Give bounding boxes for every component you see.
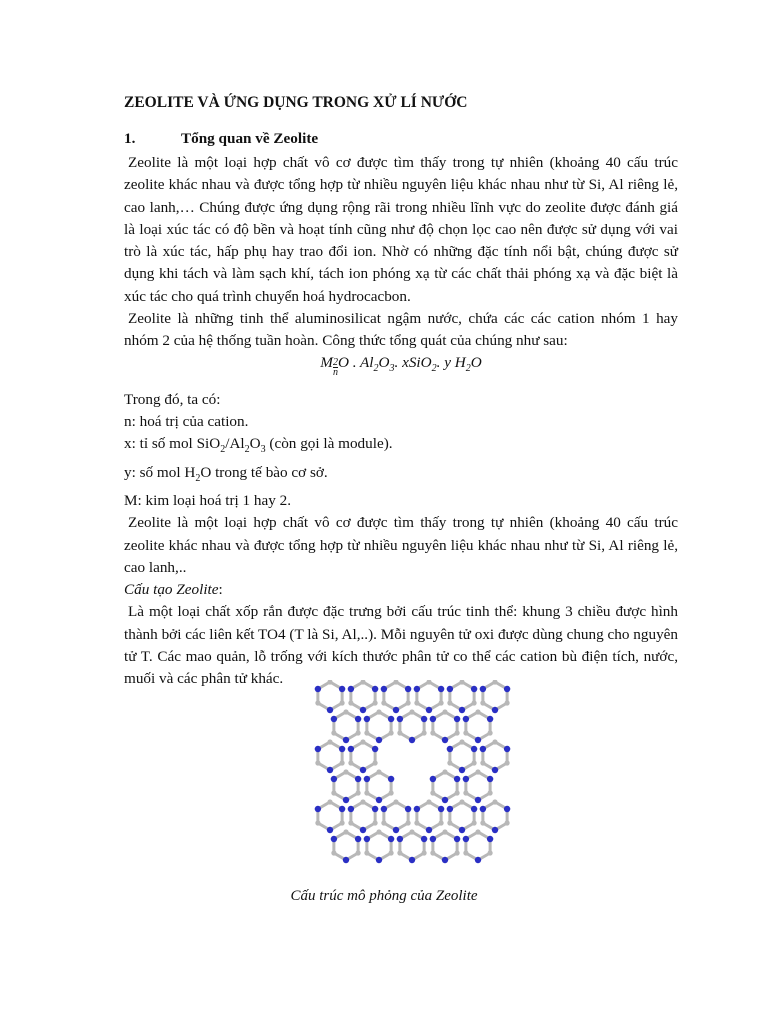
silicon-atom — [373, 760, 378, 765]
oxygen-atom — [360, 767, 366, 773]
silicon-atom — [360, 799, 365, 804]
silicon-atom — [488, 850, 493, 855]
oxygen-atom — [487, 836, 493, 842]
silicon-atom — [397, 850, 402, 855]
oxygen-atom — [355, 776, 361, 782]
paragraph-3-text: Zeolite là một loại hợp chất vô cơ được tìm thấy trong tự nhiên (khoảng 40 cấu trúc zeolite khác nhau và được tổng hợp từ nhiều nguyên liệu khác nhau như từ Si, Al riêng lẻ, cao lanh,.. — [124, 514, 678, 576]
silicon-atom — [442, 769, 447, 774]
oxygen-atom — [480, 746, 486, 752]
silicon-atom — [480, 820, 485, 825]
oxygen-atom — [430, 836, 436, 842]
silicon-atom — [488, 730, 493, 735]
oxygen-atom — [475, 737, 481, 743]
oxygen-atom — [315, 746, 321, 752]
oxygen-atom — [405, 686, 411, 692]
silicate-ring — [351, 682, 375, 710]
silicate-ring — [334, 712, 358, 740]
silicon-atom — [442, 709, 447, 714]
silicate-ring — [417, 802, 441, 830]
paragraph-2 — [124, 308, 678, 353]
oxygen-atom — [442, 857, 448, 863]
oxygen-atom — [331, 716, 337, 722]
silicon-atom — [409, 709, 414, 714]
oxygen-atom — [376, 857, 382, 863]
oxygen-atom — [459, 707, 465, 713]
oxygen-atom — [459, 767, 465, 773]
silicon-atom — [472, 820, 477, 825]
paragraph-1 — [124, 152, 678, 308]
silicon-atom — [393, 799, 398, 804]
oxygen-atom — [463, 776, 469, 782]
silicon-atom — [364, 790, 369, 795]
definition-x: x: tỉ số mol $SiO_2/Al_2O_3$ (còn gọi là module). — [124, 435, 393, 456]
oxygen-atom — [471, 806, 477, 812]
silicate-ring — [483, 682, 507, 710]
silicon-atom — [381, 700, 386, 705]
silicon-atom — [373, 820, 378, 825]
silicate-ring — [450, 682, 474, 710]
paragraph-1-text: Zeolite là một loại hợp chất vô cơ được tìm thấy trong tự nhiên (khoảng 40 cấu trúc zeolite khác nhau và được tổng hợp từ nhiều nguyên liệu khác nhau như từ Si, Al riêng lẻ, cao lanh,… Chúng được ứng dụng rộng rãi trong nhiều lĩnh vực do zeolite được đánh giá là loại xúc tác có độ bền và hoạt tính cũng như độ chọn lọc cao nên được sử dụng với vai trò là xúc tác, hấp phụ hay trao đổi ion. Nhờ có những đặc tính nổi bật, chúng được sử dụng khi tách và làm sạch khí, tách ion phóng xạ từ các chất thải phóng xạ và đặc biệt là xúc tác cho quá trình chuyển hoá hydrocacbon. — [124, 154, 678, 305]
silicate-ring — [466, 772, 490, 800]
silicon-atom — [406, 700, 411, 705]
paragraph-4 — [124, 601, 678, 690]
silicate-ring — [400, 712, 424, 740]
silicon-atom — [430, 790, 435, 795]
silicon-atom — [327, 799, 332, 804]
oxygen-atom — [397, 716, 403, 722]
oxygen-atom — [405, 806, 411, 812]
silicate-ring — [433, 712, 457, 740]
silicon-atom — [389, 850, 394, 855]
silicon-atom — [447, 700, 452, 705]
silicon-atom — [340, 820, 345, 825]
definition-m: M: kim loại hoá trị 1 hay 2. — [124, 491, 292, 509]
silicon-atom — [373, 700, 378, 705]
oxygen-atom — [454, 836, 460, 842]
silicon-atom — [430, 850, 435, 855]
silicon-atom — [315, 820, 320, 825]
silicon-atom — [397, 730, 402, 735]
oxygen-atom — [388, 776, 394, 782]
silicate-ring — [367, 832, 391, 860]
oxygen-atom — [388, 836, 394, 842]
silicate-ring — [433, 832, 457, 860]
silicon-atom — [480, 700, 485, 705]
oxygen-atom — [447, 806, 453, 812]
definition-list — [124, 389, 678, 513]
oxygen-atom — [414, 806, 420, 812]
silicon-atom — [475, 769, 480, 774]
section-title: Tổng quan về Zeolite — [181, 130, 319, 147]
silicon-atom — [430, 730, 435, 735]
silicon-atom — [505, 820, 510, 825]
silicate-ring — [367, 772, 391, 800]
silicon-atom — [343, 769, 348, 774]
paragraph-4-text: Là một loại chất xốp rắn được đặc trưng bởi cấu trúc tinh thể: khung 3 chiều được hình thành bởi các liên kết TO4 (T là Si, Al,..). Mỗi nguyên tử oxi được dùng chung cho nguyên tử T. Các mao quản, lỗ trống với kích thước phân tử co thể các cation bù điện tích, nước, muối và các phân tử khác. — [124, 603, 678, 688]
silicon-atom — [472, 700, 477, 705]
silicon-atom — [343, 709, 348, 714]
silicon-atom — [356, 790, 361, 795]
silicon-atom — [364, 730, 369, 735]
oxygen-atom — [447, 686, 453, 692]
silicon-atom — [348, 820, 353, 825]
silicon-atom — [480, 760, 485, 765]
silicate-ring — [351, 742, 375, 770]
oxygen-atom — [438, 806, 444, 812]
oxygen-atom — [454, 716, 460, 722]
silicon-atom — [364, 850, 369, 855]
oxygen-atom — [504, 686, 510, 692]
oxygen-atom — [339, 686, 345, 692]
silicon-atom — [343, 829, 348, 834]
oxygen-atom — [459, 827, 465, 833]
silicate-ring — [433, 772, 457, 800]
silicon-atom — [331, 850, 336, 855]
formula-fraction: $\frac{2}{n}$ — [332, 356, 338, 378]
oxygen-atom — [331, 836, 337, 842]
silicate-ring — [367, 712, 391, 740]
oxygen-atom — [372, 806, 378, 812]
oxygen-atom — [447, 746, 453, 752]
oxygen-atom — [364, 716, 370, 722]
oxygen-atom — [348, 806, 354, 812]
silicon-atom — [315, 760, 320, 765]
silicon-atom — [455, 790, 460, 795]
silicon-atom — [505, 760, 510, 765]
silicon-atom — [472, 760, 477, 765]
section-number: 1. — [124, 130, 136, 147]
oxygen-atom — [442, 797, 448, 803]
silicon-atom — [422, 730, 427, 735]
document-title: ZEOLITE VÀ ỨNG DỤNG TRONG XỬ LÍ NƯỚC — [124, 94, 468, 111]
silicon-atom — [475, 829, 480, 834]
silicon-atom — [447, 820, 452, 825]
oxygen-atom — [355, 716, 361, 722]
silicon-atom — [414, 820, 419, 825]
oxygen-atom — [475, 857, 481, 863]
oxygen-atom — [393, 827, 399, 833]
oxygen-atom — [393, 707, 399, 713]
oxygen-atom — [414, 686, 420, 692]
silicon-atom — [327, 739, 332, 744]
silicon-atom — [331, 790, 336, 795]
oxygen-atom — [492, 767, 498, 773]
structure-subheading: Cấu tạo Zeolite: — [124, 581, 223, 599]
silicon-atom — [488, 790, 493, 795]
silicon-atom — [315, 700, 320, 705]
oxygen-atom — [426, 827, 432, 833]
oxygen-atom — [355, 836, 361, 842]
oxygen-atom — [376, 737, 382, 743]
oxygen-atom — [381, 806, 387, 812]
silicon-atom — [376, 769, 381, 774]
oxygen-atom — [343, 797, 349, 803]
general-formula: M $\frac{2}{n}$ O . $Al_2O_3$. xSiO$_2$. y $H_2O$ — [320, 353, 482, 378]
silicon-atom — [348, 700, 353, 705]
oxygen-atom — [381, 686, 387, 692]
oxygen-atom — [463, 716, 469, 722]
oxygen-atom — [388, 716, 394, 722]
silicon-atom — [340, 700, 345, 705]
silicate-ring — [450, 802, 474, 830]
silicon-atom — [455, 850, 460, 855]
silicate-ring — [334, 772, 358, 800]
oxygen-atom — [364, 836, 370, 842]
silicate-ring — [318, 742, 342, 770]
silicon-atom — [463, 790, 468, 795]
definition-intro: Trong đó, ta có: — [124, 390, 221, 408]
zeolite-structure-figure — [312, 680, 512, 870]
silicon-atom — [447, 760, 452, 765]
silicate-ring — [483, 742, 507, 770]
silicate-ring — [318, 682, 342, 710]
oxygen-atom — [348, 746, 354, 752]
oxygen-atom — [372, 686, 378, 692]
silicon-atom — [463, 850, 468, 855]
oxygen-atom — [421, 716, 427, 722]
silicate-ring — [334, 832, 358, 860]
silicate-ring — [466, 832, 490, 860]
oxygen-atom — [409, 737, 415, 743]
oxygen-atom — [327, 827, 333, 833]
oxygen-atom — [480, 806, 486, 812]
oxygen-atom — [454, 776, 460, 782]
silicon-atom — [409, 829, 414, 834]
document-body — [124, 92, 678, 691]
silicon-atom — [389, 790, 394, 795]
oxygen-atom — [492, 707, 498, 713]
silicon-atom — [406, 820, 411, 825]
figure-caption: Cấu trúc mô phỏng của Zeolite — [290, 888, 478, 904]
silicate-ring — [384, 682, 408, 710]
silicon-atom — [422, 850, 427, 855]
oxygen-atom — [315, 686, 321, 692]
silicon-atom — [376, 829, 381, 834]
oxygen-atom — [430, 716, 436, 722]
silicon-atom — [455, 730, 460, 735]
oxygen-atom — [471, 746, 477, 752]
paragraph-3 — [124, 512, 678, 579]
silicate-ring — [318, 802, 342, 830]
oxygen-atom — [331, 776, 337, 782]
oxygen-atom — [504, 806, 510, 812]
silicate-ring — [351, 802, 375, 830]
silicon-atom — [340, 760, 345, 765]
oxygen-atom — [442, 737, 448, 743]
silicon-atom — [376, 709, 381, 714]
oxygen-atom — [397, 836, 403, 842]
oxygen-atom — [421, 836, 427, 842]
silicon-atom — [439, 820, 444, 825]
oxygen-atom — [372, 746, 378, 752]
section-heading — [124, 128, 678, 150]
silicon-atom — [439, 700, 444, 705]
oxygen-atom — [463, 836, 469, 842]
oxygen-atom — [343, 857, 349, 863]
silicon-atom — [348, 760, 353, 765]
oxygen-atom — [327, 707, 333, 713]
silicon-atom — [505, 700, 510, 705]
silicate-ring — [450, 742, 474, 770]
silicate-ring — [483, 802, 507, 830]
silicate-ring — [417, 682, 441, 710]
oxygen-atom — [475, 797, 481, 803]
silicate-ring — [400, 832, 424, 860]
silicon-atom — [414, 700, 419, 705]
silicon-atom — [492, 739, 497, 744]
paragraph-2-text: Zeolite là những tinh thể aluminosilicat ngậm nước, chứa các các cation nhóm 1 hay nhóm 2 của hệ thống tuần hoàn. Công thức tổng quát của chúng như sau: — [124, 310, 678, 350]
oxygen-atom — [348, 686, 354, 692]
silicon-atom — [459, 799, 464, 804]
silicon-atom — [459, 739, 464, 744]
definition-n: n: hoá trị của cation. — [124, 413, 249, 430]
oxygen-atom — [487, 716, 493, 722]
oxygen-atom — [360, 827, 366, 833]
oxygen-atom — [504, 746, 510, 752]
framework-rings — [315, 680, 511, 863]
oxygen-atom — [487, 776, 493, 782]
oxygen-atom — [327, 767, 333, 773]
oxygen-atom — [360, 707, 366, 713]
oxygen-atom — [339, 746, 345, 752]
oxygen-atom — [376, 797, 382, 803]
oxygen-atom — [426, 707, 432, 713]
silicon-atom — [356, 850, 361, 855]
silicate-ring — [384, 802, 408, 830]
oxygen-atom — [409, 857, 415, 863]
silicon-atom — [463, 730, 468, 735]
silicon-atom — [475, 709, 480, 714]
oxygen-atom — [480, 686, 486, 692]
definition-y: y: số mol $H_2O$ trong tế bào cơ sở. — [124, 463, 328, 484]
silicon-atom — [381, 820, 386, 825]
silicon-atom — [356, 730, 361, 735]
oxygen-atom — [364, 776, 370, 782]
oxygen-atom — [471, 686, 477, 692]
silicon-atom — [331, 730, 336, 735]
oxygen-atom — [438, 686, 444, 692]
oxygen-atom — [430, 776, 436, 782]
silicon-atom — [442, 829, 447, 834]
silicate-ring — [466, 712, 490, 740]
silicon-atom — [426, 799, 431, 804]
oxygen-atom — [343, 737, 349, 743]
oxygen-atom — [339, 806, 345, 812]
oxygen-atom — [492, 827, 498, 833]
oxygen-atom — [315, 806, 321, 812]
silicon-atom — [492, 799, 497, 804]
silicon-atom — [389, 730, 394, 735]
silicon-atom — [360, 739, 365, 744]
